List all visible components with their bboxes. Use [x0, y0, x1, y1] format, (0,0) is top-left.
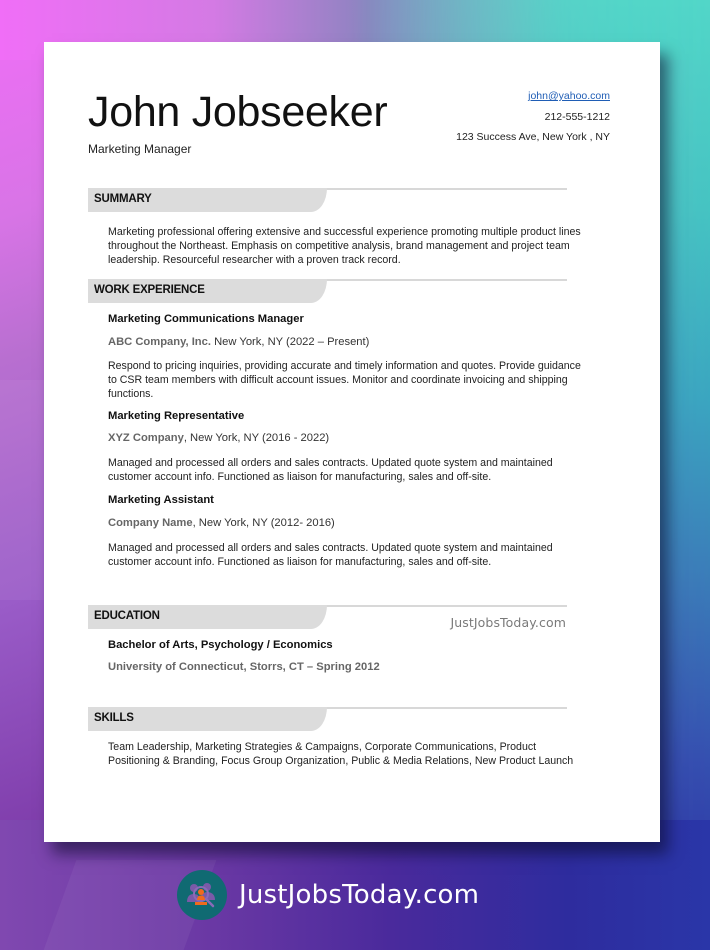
job-location-dates: New York, NY (2022 – Present): [210, 336, 370, 348]
section-header-skills: [88, 707, 567, 731]
footer-brand[interactable]: [177, 870, 479, 920]
phone-number: 212-555-1212: [544, 110, 610, 123]
job-description-line: to CSR team members with difficult account issues. Monitor and coordinate invoicing and shipping: [108, 374, 568, 386]
section-heading: EDUCATION: [94, 610, 160, 622]
job-title: Marketing Communications Manager: [108, 313, 304, 325]
company-name: XYZ Company: [108, 432, 184, 444]
job-title: Marketing Assistant: [108, 494, 214, 506]
contact-block: [456, 86, 610, 148]
job-location-dates: , New York, NY (2016 - 2022): [183, 432, 330, 444]
email-link[interactable]: john@yahoo.com: [528, 90, 610, 102]
section-heading: SKILLS: [94, 712, 134, 724]
job-meta: [108, 336, 369, 348]
skills-line: Positioning & Branding, Focus Group Organization, Public & Media Relations, New Product Launch: [108, 755, 574, 767]
section-header-summary: [88, 188, 567, 212]
summary-line: throughout the Northeast. Emphasis on competitive analysis, brand management and project team: [108, 240, 570, 252]
section-heading: WORK EXPERIENCE: [94, 284, 205, 296]
section-heading: SUMMARY: [94, 193, 152, 205]
summary-line: leadership. Resourceful researcher with a proven track record.: [108, 254, 401, 266]
summary-line: Marketing professional offering extensive and successful experience promoting multiple product lines: [108, 226, 581, 238]
candidate-title: Marketing Manager: [88, 142, 192, 156]
job-description-line: Managed and processed all orders and sales contracts. Updated quote system and maintained: [108, 457, 553, 469]
job-description-line: functions.: [108, 388, 154, 400]
job-description-line: Respond to pricing inquiries, providing accurate and timely information and quotes. Provide guidance: [108, 360, 581, 372]
degree: Bachelor of Arts, Psychology / Economics: [108, 639, 333, 651]
job-title: Marketing Representative: [108, 410, 245, 422]
skills-text: [108, 740, 618, 768]
job-meta: [108, 432, 329, 444]
footer-brand-text[interactable]: JustJobsToday.com: [239, 880, 480, 910]
job-description: [108, 359, 618, 401]
skills-line: Team Leadership, Marketing Strategies & Campaigns, Corporate Communications, Product: [108, 741, 537, 753]
job-description: [108, 456, 618, 484]
job-description: [108, 541, 618, 569]
job-description-line: customer account info. Functioned as liaison for manufacturing, sales and off-site.: [108, 556, 492, 568]
job-location-dates: , New York, NY (2012- 2016): [192, 517, 335, 529]
summary-text: [108, 225, 618, 267]
address: 123 Success Ave, New York , NY: [456, 131, 610, 143]
resume-page: [44, 42, 660, 842]
watermark: JustJobsToday.com: [450, 615, 566, 630]
people-search-icon: [177, 870, 227, 920]
company-name: ABC Company, Inc.: [108, 336, 211, 348]
job-meta: [108, 517, 335, 529]
company-name: Company Name: [108, 517, 193, 529]
school: University of Connecticut, Storrs, CT – Spring 2012: [108, 661, 380, 673]
section-header-work-experience: [88, 279, 567, 303]
background-facet: [0, 380, 44, 600]
job-description-line: Managed and processed all orders and sales contracts. Updated quote system and maintained: [108, 542, 553, 554]
candidate-name: John Jobseeker: [88, 88, 388, 136]
job-description-line: customer account info. Functioned as liaison for manufacturing, sales and off-site.: [108, 471, 492, 483]
